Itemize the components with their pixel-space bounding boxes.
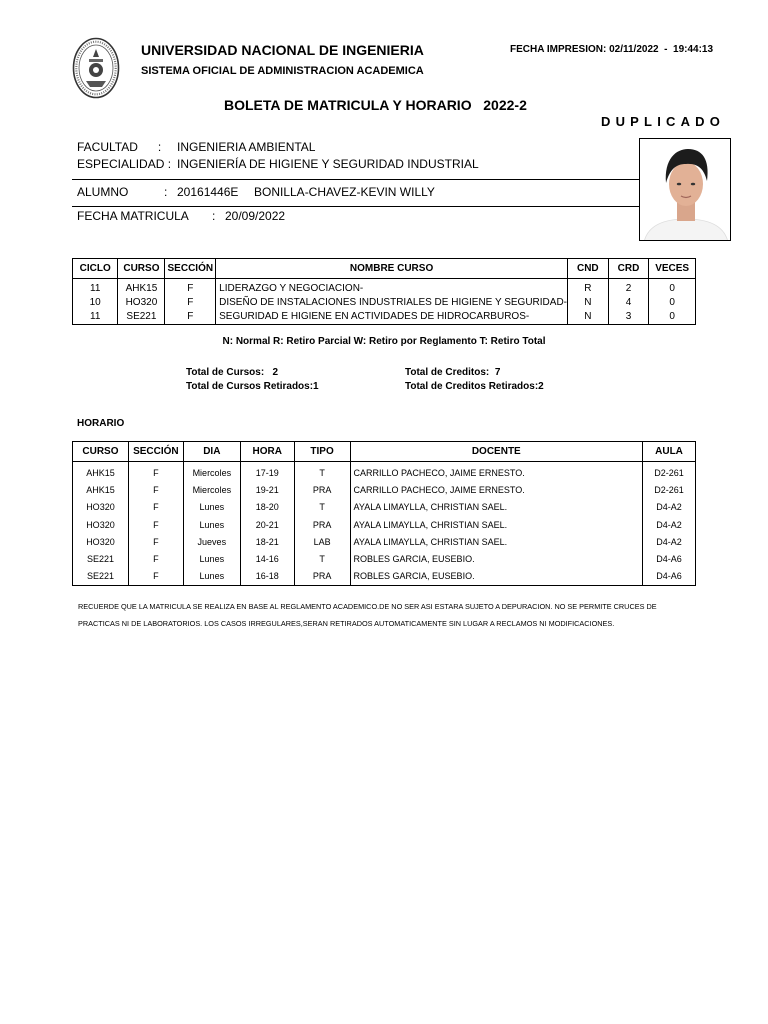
university-seal-logo (72, 37, 120, 99)
veces-cell: 0 (649, 279, 696, 297)
header-seccion: SECCIÓN (128, 442, 183, 462)
aula-cell: D4-A2 (643, 516, 696, 533)
courses-header-row (73, 259, 696, 279)
seccion-cell: F (165, 310, 216, 325)
schedule-table (72, 441, 696, 586)
docente-cell: CARRILLO PACHECO, JAIME ERNESTO. (350, 462, 643, 482)
docente-cell: CARRILLO PACHECO, JAIME ERNESTO. (350, 481, 643, 498)
table-row (73, 516, 696, 533)
table-row (73, 462, 696, 482)
ciclo-cell: 10 (73, 296, 118, 310)
crd-cell: 3 (608, 310, 649, 325)
table-row (73, 550, 696, 567)
seccion-cell: F (128, 516, 183, 533)
tipo-cell: PRA (294, 516, 350, 533)
table-row (73, 481, 696, 498)
header-seccion: SECCIÓN (165, 259, 216, 279)
notice-line-1: RECUERDE QUE LA MATRICULA SE REALIZA EN BASE AL REGLAMENTO ACADEMICO.DE NO SER ASI ESTARA SUJETO A DEPURACION. NO SE PERMITE CRUCES DE (78, 602, 657, 611)
dia-cell: Miercoles (183, 462, 240, 482)
docente-cell: AYALA LIMAYLLA, CHRISTIAN SAEL. (350, 516, 643, 533)
nombre-curso-cell: LIDERAZGO Y NEGOCIACION- (216, 279, 568, 297)
dia-cell: Lunes (183, 568, 240, 586)
courses-table (72, 258, 696, 325)
ciclo-cell: 11 (73, 279, 118, 297)
docente-cell: AYALA LIMAYLLA, CHRISTIAN SAEL. (350, 499, 643, 516)
seccion-cell: F (128, 568, 183, 586)
university-name: UNIVERSIDAD NACIONAL DE INGENIERIA (141, 42, 424, 58)
document-title: BOLETA DE MATRICULA Y HORARIO 2022-2 (224, 97, 527, 113)
aula-cell: D4-A6 (643, 550, 696, 567)
aula-cell: D2-261 (643, 481, 696, 498)
aula-cell: D2-261 (643, 462, 696, 482)
dia-cell: Lunes (183, 499, 240, 516)
crd-cell: 4 (608, 296, 649, 310)
header-dia: DIA (183, 442, 240, 462)
cnd-cell: N (568, 296, 609, 310)
fecha-matricula-separator: : (212, 209, 216, 223)
table-row (73, 279, 696, 297)
header-tipo: TIPO (294, 442, 350, 462)
tipo-cell: T (294, 499, 350, 516)
curso-cell: HO320 (118, 296, 165, 310)
veces-cell: 0 (649, 310, 696, 325)
facultad-label: FACULTAD : (77, 140, 162, 154)
aula-cell: D4-A6 (643, 568, 696, 586)
header-curso: CURSO (73, 442, 129, 462)
aula-cell: D4-A2 (643, 533, 696, 550)
divider (72, 179, 639, 180)
header-crd: CRD (608, 259, 649, 279)
system-name: SISTEMA OFICIAL DE ADMINISTRACION ACADEMICA (141, 65, 424, 77)
header-aula: AULA (643, 442, 696, 462)
tipo-cell: PRA (294, 568, 350, 586)
hora-cell: 20-21 (240, 516, 294, 533)
especialidad-label: ESPECIALIDAD : (77, 157, 172, 171)
hora-cell: 17-19 (240, 462, 294, 482)
status-legend: N: Normal R: Retiro Parcial W: Retiro por Reglamento T: Retiro Total (222, 336, 546, 347)
header-ciclo: CICLO (73, 259, 118, 279)
header-cnd: CND (568, 259, 609, 279)
header-nombre-curso: NOMBRE CURSO (216, 259, 568, 279)
tipo-cell: T (294, 550, 350, 567)
curso-cell: SE221 (118, 310, 165, 325)
hora-cell: 18-20 (240, 499, 294, 516)
header-hora: HORA (240, 442, 294, 462)
table-row (73, 296, 696, 310)
docente-cell: ROBLES GARCIA, EUSEBIO. (350, 550, 643, 567)
curso-cell: HO320 (73, 499, 129, 516)
schedule-title: HORARIO (77, 418, 125, 429)
student-code: 20161446E (177, 185, 239, 199)
curso-cell: HO320 (73, 533, 129, 550)
student-name: BONILLA-CHAVEZ-KEVIN WILLY (254, 185, 435, 199)
duplicate-mark: DUPLICADO (601, 114, 726, 129)
seccion-cell: F (128, 462, 183, 482)
tipo-cell: PRA (294, 481, 350, 498)
cnd-cell: N (568, 310, 609, 325)
schedule-header-row (73, 442, 696, 462)
notice-line-2: PRACTICAS NI DE LABORATORIOS. LOS CASOS IRREGULARES,SERAN RETIRADOS AUTOMATICAMENTE SIN LUGAR A RECLAMOS NI MODIFICACIONES. (78, 619, 615, 628)
seccion-cell: F (128, 499, 183, 516)
dia-cell: Miercoles (183, 481, 240, 498)
seccion-cell: F (128, 550, 183, 567)
total-cursos-retirados: Total de Cursos Retirados:1 (186, 381, 319, 392)
total-cursos: Total de Cursos: 2 (186, 367, 279, 378)
hora-cell: 16-18 (240, 568, 294, 586)
dia-cell: Lunes (183, 550, 240, 567)
nombre-curso-cell: SEGURIDAD E HIGIENE EN ACTIVIDADES DE HIDROCARBUROS- (216, 310, 568, 325)
table-row (73, 499, 696, 516)
nombre-curso-cell: DISEÑO DE INSTALACIONES INDUSTRIALES DE HIGIENE Y SEGURIDAD- (216, 296, 568, 310)
curso-cell: AHK15 (118, 279, 165, 297)
seccion-cell: F (128, 533, 183, 550)
cnd-cell: R (568, 279, 609, 297)
aula-cell: D4-A2 (643, 499, 696, 516)
table-row (73, 310, 696, 325)
divider (72, 206, 639, 207)
hora-cell: 19-21 (240, 481, 294, 498)
curso-cell: SE221 (73, 550, 129, 567)
total-creditos: Total de Creditos: 7 (405, 367, 501, 378)
crd-cell: 2 (608, 279, 649, 297)
student-photo (639, 138, 731, 241)
alumno-separator: : (164, 185, 168, 199)
header-veces: VECES (649, 259, 696, 279)
curso-cell: AHK15 (73, 481, 129, 498)
hora-cell: 14-16 (240, 550, 294, 567)
total-creditos-retirados: Total de Creditos Retirados:2 (405, 381, 544, 392)
hora-cell: 18-21 (240, 533, 294, 550)
docente-cell: ROBLES GARCIA, EUSEBIO. (350, 568, 643, 586)
especialidad-value: INGENIERÍA DE HIGIENE Y SEGURIDAD INDUSTRIAL (177, 157, 479, 171)
header-docente: DOCENTE (350, 442, 643, 462)
table-row (73, 568, 696, 586)
fecha-matricula-value: 20/09/2022 (225, 209, 286, 223)
print-date: FECHA IMPRESION: 02/11/2022 - 19:44:13 (510, 44, 714, 55)
curso-cell: SE221 (73, 568, 129, 586)
header-curso: CURSO (118, 259, 165, 279)
seccion-cell: F (128, 481, 183, 498)
tipo-cell: LAB (294, 533, 350, 550)
ciclo-cell: 11 (73, 310, 118, 325)
seccion-cell: F (165, 279, 216, 297)
tipo-cell: T (294, 462, 350, 482)
dia-cell: Lunes (183, 516, 240, 533)
fecha-matricula-label: FECHA MATRICULA (77, 209, 189, 223)
docente-cell: AYALA LIMAYLLA, CHRISTIAN SAEL. (350, 533, 643, 550)
seccion-cell: F (165, 296, 216, 310)
dia-cell: Jueves (183, 533, 240, 550)
veces-cell: 0 (649, 296, 696, 310)
curso-cell: AHK15 (73, 462, 129, 482)
alumno-label: ALUMNO (77, 185, 129, 199)
curso-cell: HO320 (73, 516, 129, 533)
table-row (73, 533, 696, 550)
facultad-value: INGENIERIA AMBIENTAL (177, 140, 316, 154)
